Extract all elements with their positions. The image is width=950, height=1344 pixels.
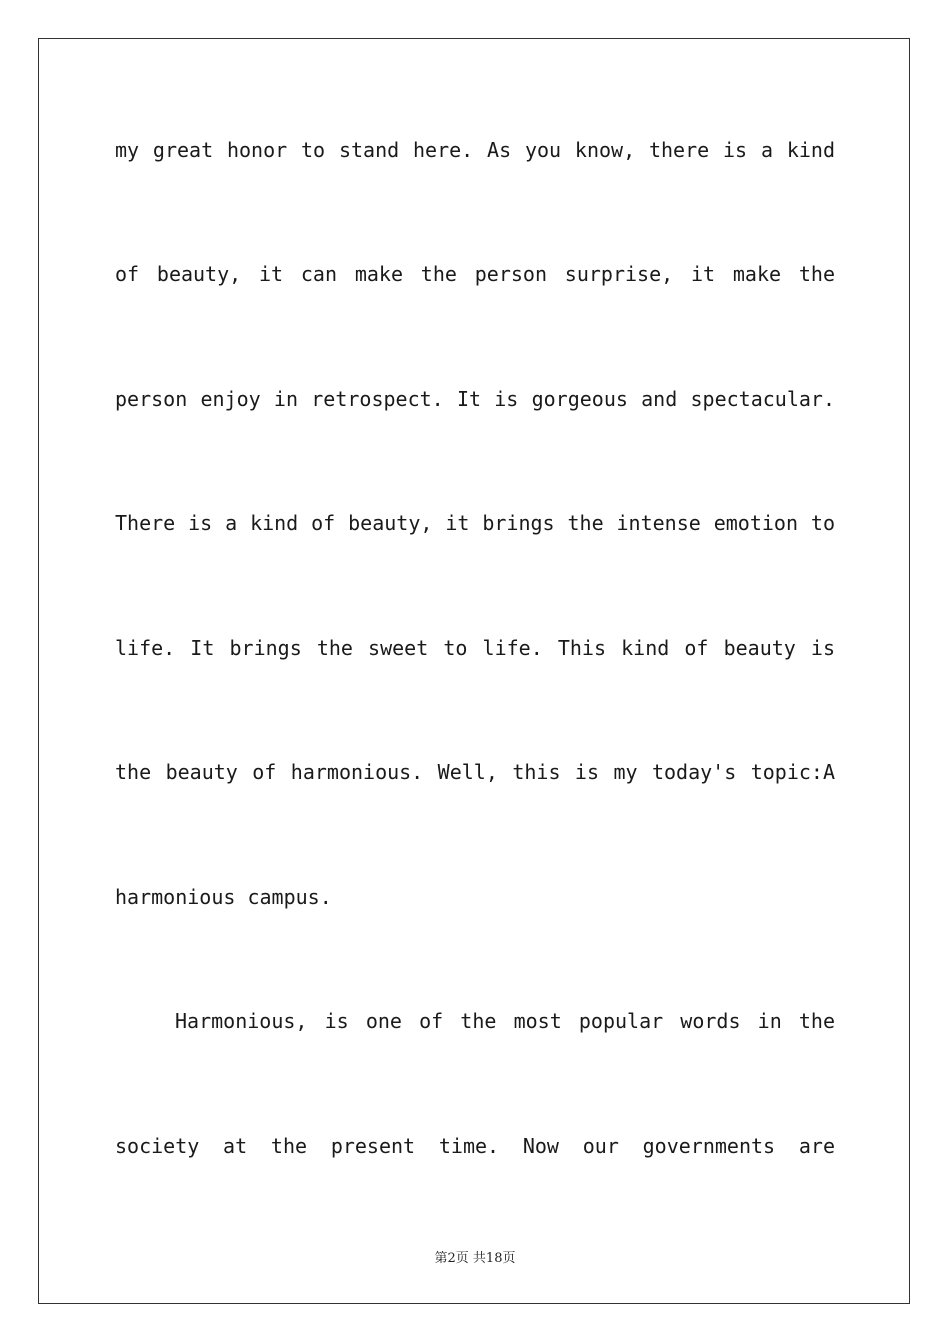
page-number-footer: 第2页 共18页 xyxy=(434,1251,516,1266)
page-border xyxy=(38,38,910,1304)
body-text-line: life. It brings the sweet to life. This kind of beauty is xyxy=(115,636,835,660)
body-text-line: of beauty, it can make the person surprise, it make the xyxy=(115,262,835,286)
paragraph-first-line: Harmonious, is one of the most popular words in the xyxy=(175,1009,835,1033)
body-text-line: my great honor to stand here. As you know, there is a kind xyxy=(115,138,835,162)
body-text-line: harmonious campus. xyxy=(115,885,332,909)
body-text-line: the beauty of harmonious. Well, this is my today's topic:A xyxy=(115,760,835,784)
body-text-line: society at the present time. Now our governments are xyxy=(115,1134,835,1158)
body-text-line: There is a kind of beauty, it brings the intense emotion to xyxy=(115,511,835,535)
body-text-line: person enjoy in retrospect. It is gorgeous and spectacular. xyxy=(115,387,835,411)
